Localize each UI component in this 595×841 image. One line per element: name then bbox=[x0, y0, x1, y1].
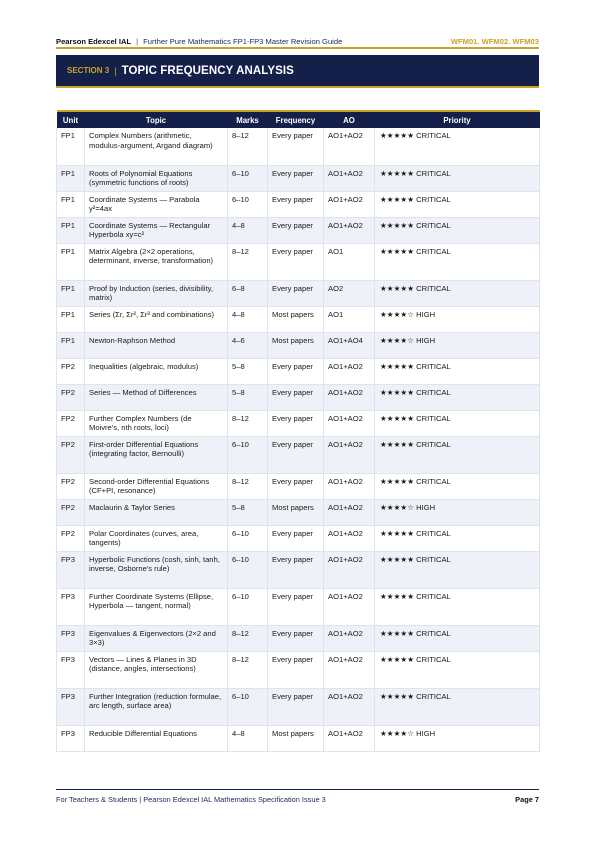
table-row bbox=[57, 128, 540, 165]
cell-frequency: Every paper bbox=[268, 191, 324, 217]
cell-priority: ★★★★★ CRITICAL bbox=[375, 280, 540, 306]
cell-priority: ★★★★★ CRITICAL bbox=[375, 588, 540, 625]
cell-ao: AO1+AO2 bbox=[324, 499, 375, 525]
cell-ao: AO1+AO2 bbox=[324, 725, 375, 751]
cell-unit: FP3 bbox=[57, 725, 85, 751]
cell-unit: FP1 bbox=[57, 280, 85, 306]
cell-priority: ★★★★★ CRITICAL bbox=[375, 473, 540, 499]
cell-priority: ★★★★★ CRITICAL bbox=[375, 191, 540, 217]
cell-ao: AO1+AO2 bbox=[324, 588, 375, 625]
cell-priority: ★★★★★ CRITICAL bbox=[375, 688, 540, 725]
cell-unit: FP1 bbox=[57, 306, 85, 332]
table-row bbox=[57, 306, 540, 332]
cell-topic: Coordinate Systems — Rectangular Hyperbola xy=c² bbox=[85, 217, 228, 243]
cell-frequency: Every paper bbox=[268, 625, 324, 651]
cell-frequency: Every paper bbox=[268, 165, 324, 191]
cell-marks: 8–12 bbox=[228, 410, 268, 436]
column-header-priority: Priority bbox=[375, 111, 540, 128]
table-row bbox=[57, 725, 540, 751]
cell-topic: Inequalities (algebraic, modulus) bbox=[85, 358, 228, 384]
cell-unit: FP1 bbox=[57, 165, 85, 191]
cell-topic: Eigenvalues & Eigenvectors (2×2 and 3×3) bbox=[85, 625, 228, 651]
cell-unit: FP3 bbox=[57, 625, 85, 651]
cell-marks: 8–12 bbox=[228, 128, 268, 165]
column-header-ao: AO bbox=[324, 111, 375, 128]
cell-ao: AO1+AO2 bbox=[324, 165, 375, 191]
cell-frequency: Every paper bbox=[268, 410, 324, 436]
cell-priority: ★★★★★ CRITICAL bbox=[375, 128, 540, 165]
cell-priority: ★★★★★ CRITICAL bbox=[375, 358, 540, 384]
cell-topic: Hyperbolic Functions (cosh, sinh, tanh, inverse, Osborne's rule) bbox=[85, 551, 228, 588]
cell-frequency: Every paper bbox=[268, 688, 324, 725]
table-body bbox=[57, 128, 540, 751]
cell-marks: 6–10 bbox=[228, 525, 268, 551]
cell-ao: AO1+AO2 bbox=[324, 525, 375, 551]
cell-marks: 8–12 bbox=[228, 625, 268, 651]
cell-ao: AO1+AO2 bbox=[324, 410, 375, 436]
cell-unit: FP2 bbox=[57, 384, 85, 410]
cell-ao: AO1 bbox=[324, 243, 375, 280]
table-row bbox=[57, 384, 540, 410]
cell-topic: Coordinate Systems — Parabola y²=4ax bbox=[85, 191, 228, 217]
cell-unit: FP2 bbox=[57, 410, 85, 436]
cell-frequency: Most papers bbox=[268, 499, 324, 525]
cell-frequency: Every paper bbox=[268, 358, 324, 384]
cell-unit: FP1 bbox=[57, 128, 85, 165]
cell-marks: 8–12 bbox=[228, 243, 268, 280]
cell-frequency: Every paper bbox=[268, 473, 324, 499]
table-row bbox=[57, 473, 540, 499]
table-row bbox=[57, 688, 540, 725]
page-footer bbox=[56, 795, 539, 804]
cell-priority: ★★★★★ CRITICAL bbox=[375, 625, 540, 651]
column-header-unit: Unit bbox=[57, 111, 85, 128]
cell-ao: AO1 bbox=[324, 306, 375, 332]
cell-priority: ★★★★★ CRITICAL bbox=[375, 384, 540, 410]
cell-priority: ★★★★★ CRITICAL bbox=[375, 525, 540, 551]
cell-unit: FP1 bbox=[57, 191, 85, 217]
page-header bbox=[56, 34, 539, 48]
cell-unit: FP2 bbox=[57, 473, 85, 499]
cell-marks: 4–8 bbox=[228, 306, 268, 332]
cell-ao: AO1+AO4 bbox=[324, 332, 375, 358]
cell-topic: Newton-Raphson Method bbox=[85, 332, 228, 358]
header-separator: | bbox=[136, 36, 139, 46]
cell-ao: AO1+AO2 bbox=[324, 625, 375, 651]
cell-marks: 5–8 bbox=[228, 499, 268, 525]
cell-priority: ★★★★☆ HIGH bbox=[375, 725, 540, 751]
cell-marks: 4–8 bbox=[228, 725, 268, 751]
cell-marks: 8–12 bbox=[228, 473, 268, 499]
header-divider bbox=[56, 47, 539, 49]
table-row bbox=[57, 358, 540, 384]
table-row bbox=[57, 525, 540, 551]
cell-unit: FP2 bbox=[57, 499, 85, 525]
column-header-marks: Marks bbox=[228, 111, 268, 128]
cell-topic: Series (Σr, Σr², Σr³ and combinations) bbox=[85, 306, 228, 332]
cell-marks: 5–8 bbox=[228, 358, 268, 384]
cell-unit: FP2 bbox=[57, 358, 85, 384]
cell-marks: 6–10 bbox=[228, 191, 268, 217]
cell-frequency: Every paper bbox=[268, 128, 324, 165]
header-guide-title: Further Pure Mathematics FP1-FP3 Master Revision Guide bbox=[143, 36, 343, 46]
table-row bbox=[57, 165, 540, 191]
cell-marks: 6–10 bbox=[228, 688, 268, 725]
section-banner bbox=[56, 55, 539, 88]
topic-frequency-table bbox=[56, 110, 540, 752]
cell-frequency: Every paper bbox=[268, 436, 324, 473]
table-row bbox=[57, 588, 540, 625]
cell-ao: AO1+AO2 bbox=[324, 473, 375, 499]
page-number: Page 7 bbox=[515, 795, 539, 804]
cell-frequency: Every paper bbox=[268, 525, 324, 551]
cell-topic: Vectors — Lines & Planes in 3D (distance, angles, intersections) bbox=[85, 651, 228, 688]
cell-topic: Further Coordinate Systems (Ellipse, Hyperbola — tangent, normal) bbox=[85, 588, 228, 625]
cell-ao: AO1+AO2 bbox=[324, 191, 375, 217]
cell-topic: Matrix Algebra (2×2 operations, determinant, inverse, transformation) bbox=[85, 243, 228, 280]
cell-topic: Series — Method of Differences bbox=[85, 384, 228, 410]
footer-divider bbox=[56, 789, 539, 790]
cell-marks: 4–6 bbox=[228, 332, 268, 358]
cell-ao: AO1+AO2 bbox=[324, 358, 375, 384]
section-label: SECTION 3 bbox=[67, 66, 110, 75]
column-header-topic: Topic bbox=[85, 111, 228, 128]
table-row bbox=[57, 551, 540, 588]
header-brand: Pearson Edexcel IAL bbox=[56, 36, 132, 46]
cell-ao: AO2 bbox=[324, 280, 375, 306]
cell-marks: 6–10 bbox=[228, 588, 268, 625]
cell-marks: 6–10 bbox=[228, 436, 268, 473]
cell-marks: 6–10 bbox=[228, 551, 268, 588]
cell-unit: FP3 bbox=[57, 688, 85, 725]
table-row bbox=[57, 625, 540, 651]
cell-ao: AO1+AO2 bbox=[324, 217, 375, 243]
header-unit-codes: WFM01. WFM02. WFM03 bbox=[450, 36, 539, 46]
table-header-row bbox=[57, 111, 540, 128]
cell-unit: FP3 bbox=[57, 551, 85, 588]
cell-unit: FP3 bbox=[57, 651, 85, 688]
cell-topic: First-order Differential Equations (integrating factor, Bernoulli) bbox=[85, 436, 228, 473]
table-row bbox=[57, 280, 540, 306]
cell-ao: AO1+AO2 bbox=[324, 688, 375, 725]
cell-frequency: Every paper bbox=[268, 588, 324, 625]
cell-priority: ★★★★☆ HIGH bbox=[375, 499, 540, 525]
footer-text: For Teachers & Students | Pearson Edexcel IAL Mathematics Specification Issue 3 bbox=[56, 795, 326, 804]
table-row bbox=[57, 410, 540, 436]
cell-topic: Roots of Polynomial Equations (symmetric functions of roots) bbox=[85, 165, 228, 191]
cell-frequency: Most papers bbox=[268, 306, 324, 332]
cell-marks: 6–8 bbox=[228, 280, 268, 306]
cell-frequency: Every paper bbox=[268, 651, 324, 688]
cell-frequency: Every paper bbox=[268, 551, 324, 588]
cell-ao: AO1+AO2 bbox=[324, 551, 375, 588]
cell-priority: ★★★★★ CRITICAL bbox=[375, 217, 540, 243]
cell-ao: AO1+AO2 bbox=[324, 128, 375, 165]
cell-unit: FP1 bbox=[57, 332, 85, 358]
cell-unit: FP2 bbox=[57, 436, 85, 473]
section-separator: | bbox=[114, 65, 117, 76]
cell-topic: Further Integration (reduction formulae, arc length, surface area) bbox=[85, 688, 228, 725]
table-row bbox=[57, 332, 540, 358]
cell-unit: FP1 bbox=[57, 243, 85, 280]
cell-priority: ★★★★★ CRITICAL bbox=[375, 436, 540, 473]
table-row bbox=[57, 651, 540, 688]
cell-unit: FP2 bbox=[57, 525, 85, 551]
table-row bbox=[57, 217, 540, 243]
cell-topic: Polar Coordinates (curves, area, tangents) bbox=[85, 525, 228, 551]
cell-priority: ★★★★☆ HIGH bbox=[375, 306, 540, 332]
cell-topic: Complex Numbers (arithmetic, modulus-argument, Argand diagram) bbox=[85, 128, 228, 165]
table-row bbox=[57, 499, 540, 525]
cell-ao: AO1+AO2 bbox=[324, 436, 375, 473]
cell-frequency: Every paper bbox=[268, 243, 324, 280]
cell-topic: Further Complex Numbers (de Moivre's, nth roots, loci) bbox=[85, 410, 228, 436]
cell-topic: Maclaurin & Taylor Series bbox=[85, 499, 228, 525]
cell-priority: ★★★★☆ HIGH bbox=[375, 332, 540, 358]
cell-unit: FP1 bbox=[57, 217, 85, 243]
column-header-frequency: Frequency bbox=[268, 111, 324, 128]
cell-frequency: Most papers bbox=[268, 332, 324, 358]
table-row bbox=[57, 436, 540, 473]
cell-frequency: Most papers bbox=[268, 725, 324, 751]
cell-ao: AO1+AO2 bbox=[324, 384, 375, 410]
cell-priority: ★★★★★ CRITICAL bbox=[375, 651, 540, 688]
cell-ao: AO1+AO2 bbox=[324, 651, 375, 688]
cell-topic: Second-order Differential Equations (CF+PI, resonance) bbox=[85, 473, 228, 499]
cell-unit: FP3 bbox=[57, 588, 85, 625]
cell-topic: Proof by Induction (series, divisibility, matrix) bbox=[85, 280, 228, 306]
cell-frequency: Every paper bbox=[268, 384, 324, 410]
table-row bbox=[57, 243, 540, 280]
cell-priority: ★★★★★ CRITICAL bbox=[375, 165, 540, 191]
cell-priority: ★★★★★ CRITICAL bbox=[375, 551, 540, 588]
cell-marks: 4–8 bbox=[228, 217, 268, 243]
cell-priority: ★★★★★ CRITICAL bbox=[375, 243, 540, 280]
cell-marks: 6–10 bbox=[228, 165, 268, 191]
cell-marks: 5–8 bbox=[228, 384, 268, 410]
cell-priority: ★★★★★ CRITICAL bbox=[375, 410, 540, 436]
cell-topic: Reducible Differential Equations bbox=[85, 725, 228, 751]
table-row bbox=[57, 191, 540, 217]
cell-marks: 8–12 bbox=[228, 651, 268, 688]
section-title: TOPIC FREQUENCY ANALYSIS bbox=[121, 64, 294, 77]
cell-frequency: Every paper bbox=[268, 217, 324, 243]
cell-frequency: Every paper bbox=[268, 280, 324, 306]
